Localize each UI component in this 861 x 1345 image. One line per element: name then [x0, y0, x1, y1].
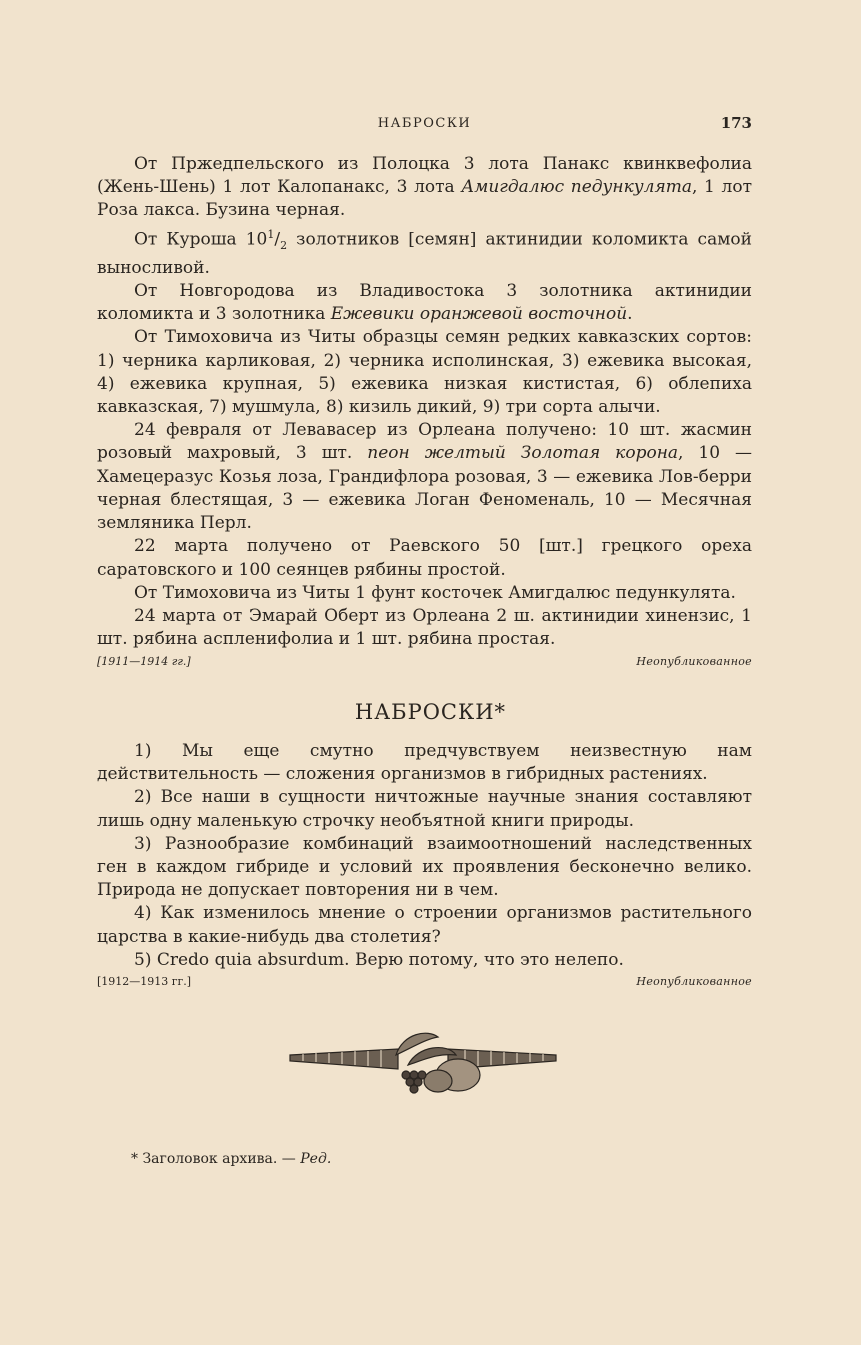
section-title: НАБРОСКИ*: [354, 700, 507, 724]
fruit-ornament-icon: [288, 1025, 558, 1105]
section2-footer: [97, 975, 752, 993]
paragraph: 2) Все наши в сущности ничтожные научные знания составляют лишь одну маленькую строчку необъятной книги природы.: [97, 787, 752, 831]
footnote-marker: *: [131, 1151, 138, 1167]
paragraph: 3) Разнообразие комбинаций взаимоотношений наследственных ген в каждом гибриде и условий их проявления бесконечно велико. Природа не допускает повторения ни в чем.: [97, 833, 752, 901]
paragraph: 24 марта от Эмарай Оберт из Орлеана 2 ш. актинидии хинензис, 1 шт. рябина аспленифолиа и 1 шт. рябина простая.: [97, 605, 752, 650]
running-title: НАБРОСКИ: [377, 116, 472, 131]
paragraph: От Куроша $10^1/_2$ золотников [семян] актинидии коломикта самой выносливой.: [97, 227, 752, 278]
paragraph: 4) Как изменилось мнение о строении организмов растительного царства в какие-нибудь два столетия?: [97, 903, 752, 947]
footnote-text: Заголовок архива. —: [142, 1151, 301, 1167]
section1-date: [1911—1914 гг.]: [97, 655, 191, 668]
running-head: [97, 114, 752, 136]
paragraph: От Новгородова из Владивостока 3 золотника актинидии коломикта и 3 золотника Ежевики оранжевой восточной.: [97, 281, 752, 325]
section2-status: Неопубликованное: [636, 975, 752, 988]
paragraph: 24 февраля от Левавасер из Орлеана получено: 10 шт. жасмин розовый махровый, 3 шт. пеон желтый Золотая корона, 10 — Хамецеразус Козья лоза, Грандифлора розовая, 3 — ежевика Лов-берри черная блестящая, 3 — ежевика Логан Феноменаль, 10 — Месячная земляника Перл.: [97, 420, 753, 534]
paragraph: 22 марта получено от Раевского 50 [шт.] грецкого ореха саратовского и 100 сеянцев рябины простой.: [97, 536, 752, 580]
footnote: [131, 1151, 331, 1167]
page-number: 173: [720, 114, 752, 132]
aphorisms-section: [97, 740, 752, 972]
seed-records-section: [97, 153, 752, 651]
section2-date: [1912—1913 гг.]: [97, 975, 192, 988]
paragraph: 1) Мы еще смутно предчувствуем неизвестную нам действительность — сложения организмов в гибридных растениях.: [97, 741, 752, 785]
paragraph: 5) Credo quia absurdum. Верю потому, что это нелепо.: [134, 949, 624, 970]
footnote-editor: Ред.: [300, 1151, 332, 1167]
section1-status: Неопубликованное: [636, 655, 752, 668]
section1-footer: [97, 655, 752, 673]
paragraph: От Пржедпельского из Полоцка 3 лота Панакс квинквефолиа (Жень-Шень) 1 лот Калопанакс, 3 лота Амигдалюс педункулята, 1 лот Роза лакса. Бузина черная.: [97, 154, 752, 221]
paragraph: От Тимоховича из Читы образцы семян редких кавказских сортов: 1) черника карликовая, 2) черника исполинская, 3) ежевика высокая, 4) ежевика крупная, 5) ежевика низкая кистистая, 6) облепиха кавказская, 7) мушмула, 8) кизиль дикий, 9) три сорта алычи.: [97, 327, 752, 418]
paragraph: От Тимоховича из Читы 1 фунт косточек Амигдалюс педункулята.: [134, 582, 736, 603]
